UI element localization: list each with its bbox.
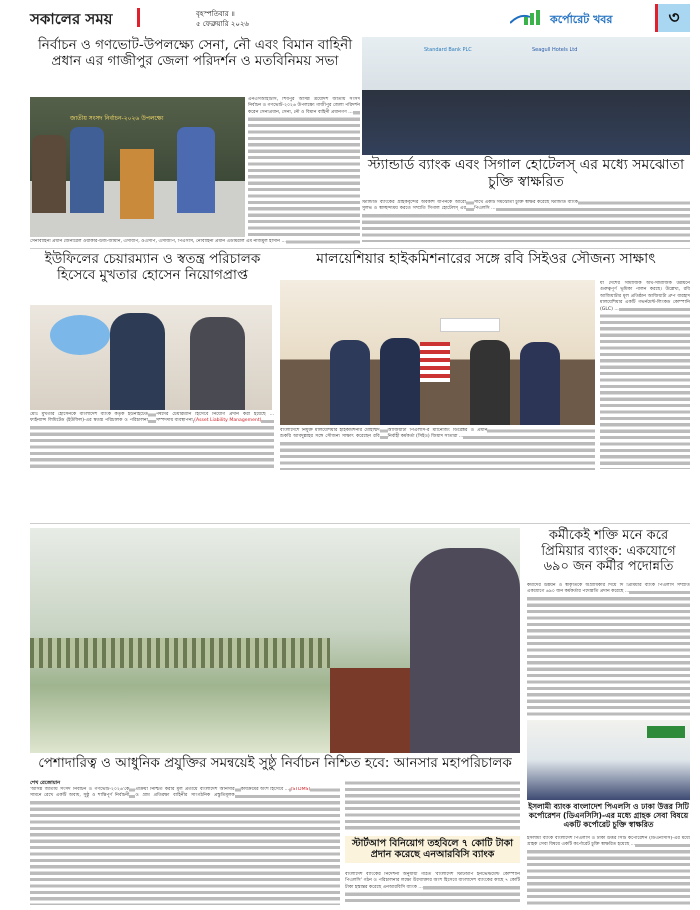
ansar-body-text: 'আসন্ন জাতীয় সংসদ নির্বাচন ও গণভোট-২০২৬'কে সামনে রেখে একটি অবাধ, সুষ্ঠু ও শান্তিপূর্ণ নির্বাচনী প্রক্রিয়া নিশ্চিত করার মূল প্রত্যয়ে বাংলাদেশ আনসার ও গ্রাম প্রতিরক্ষা বাহিনীর সাংগঠনিক প্রস্তুতিমূলক কার্যক্রমের অংশ হিসেবে ...	[30, 787, 290, 799]
officer-figure	[177, 127, 215, 213]
premier-headline: কর্মীকেই শক্তি মনে করে প্রিমিয়ার ব্যাংক: একযোগে ৬৯০ জন কর্মীর পদোন্নতি	[541, 528, 676, 575]
ufil-photo	[30, 305, 272, 410]
ufil-headline: ইউফিলের চেয়ারম্যান ও স্বতন্ত্র পরিচালক হিসেবে মুখতার হোসেন নিয়োগপ্রাপ্ত	[44, 251, 261, 284]
person	[380, 338, 420, 425]
ansar-body	[30, 787, 340, 905]
photo-sign-1: Standard Bank PLC	[424, 47, 472, 53]
standard-bank-body-text: স্ট্যান্ডার্ড ব্যাংকের গ্রাহকবৃন্দের অবকাশ যাপনকে আরো সুলভ ও স্বাচ্ছন্দ্যময় করতে সম্প্রতি সিগাল হোটেলস্ এর সাথে একটি সমঝোতা চুক্তি স্বাক্ষর করেছে স্ট্যান্ডার্ড ব্যাংক পিএলসি ...	[362, 200, 578, 212]
podium	[120, 149, 154, 219]
army-photo	[30, 97, 245, 237]
person	[470, 340, 510, 425]
premier-body	[527, 583, 690, 716]
officer-figure	[70, 127, 104, 213]
banner-text: জাতীয় সংসদ নির্বাচন-২০২৬ উপলক্ষ্যে	[70, 115, 164, 122]
officer-figure	[32, 135, 66, 213]
person	[190, 317, 245, 410]
person	[520, 342, 560, 425]
ansar-body-continued	[345, 780, 520, 830]
malaysia-flag	[420, 342, 450, 382]
robi-body-text: বাংলাদেশে নিযুক্ত মালয়েশিয়ার হাইকমিশনার মোহাম্মদ শুকরি আবদুল্লাহর সঙ্গে সৌজন্য সাক্ষাৎ করেছেন রবি আজিয়াটা পিএলসি-র ম্যানেজিং ডিরেক্টর ও প্রধান নির্বাহী কর্মকর্তা (সিইও) জিয়াদ সাতারা ...	[280, 428, 488, 440]
islami-body	[527, 836, 690, 906]
robi-headline: মালয়েশিয়ার হাইকমিশনারের সঙ্গে রবি সিইওর সৌজন্য সাক্ষাৎ	[316, 251, 656, 267]
paper-name-logo: সকালের সময়	[30, 10, 113, 28]
islami-photo	[527, 720, 690, 800]
standard-bank-body	[362, 200, 690, 242]
army-body	[248, 97, 360, 237]
person	[110, 313, 165, 410]
army-caption-text: সেনাবাহিনী প্রধান জেনারেল ওয়াকার-উজ-জামান, এসবিপি, ওএসপি, এসজিপি, পিএসসি, নৌবাহিনী প্রধান এডমিরাল এম নাজমুল হাসান ...	[30, 239, 286, 244]
standard-bank-headline: স্ট্যান্ডার্ড ব্যাংক এবং সিগাল হোটেলস্ এর মধ্যে সমঝোতা চুক্তি স্বাক্ষরিত	[367, 157, 685, 190]
robi-photo	[280, 280, 595, 425]
section-chart-icon	[510, 9, 548, 25]
nrbc-headline: স্টার্টআপ বিনিয়োগ তহবিলে ৭ কোটি টাকা প্রদান করেছে এনআরবিসি ব্যাংক	[345, 836, 520, 863]
officer-figure	[410, 548, 520, 753]
robi-body	[280, 428, 595, 470]
ansar-dateline: শেখ রেজোয়ান	[30, 780, 61, 786]
ufil-body	[30, 412, 274, 470]
islami-headline: ইসলামী ব্যাংক বাংলাদেশ পিএলসি ও ঢাকা উত্তর সিটি কর্পোরেশন (ডিএনসিসি)-এর মধ্যে গ্রাহক সেবা বিষয়ে একটি কর্পোরেট চুক্তি স্বাক্ষরিত	[528, 802, 689, 829]
ufil-body-text: মোঃ মুখতার হোসেনকে বাংলাদেশ ব্যাংক কর্তৃক ইউনাইটেড ফাইন্যান্স লিমিটেড (ইউফিল)-এর স্বতন্ত্র পরিচালক ও পরিচালনা পর্ষদের চেয়ারম্যান হিসেবে নিয়োগ প্রদান করা হয়েছে ... সম্পদদায় ব্যবস্থাপনা	[30, 412, 274, 424]
logo-red-bar	[137, 8, 140, 27]
person	[330, 340, 370, 425]
masthead	[0, 0, 700, 33]
nrbc-body	[345, 872, 520, 905]
ansar-highlight: (STDMS)	[290, 787, 311, 792]
robi-side-body	[600, 281, 690, 469]
parade-troops	[30, 638, 330, 668]
army-caption	[30, 239, 360, 247]
robi-side-body-text: যা দেশের সামাজিক অর্থ-সামাজিক উন্নয়নে গুরুত্বপূর্ণ ভূমিকা পালন করছে। উল্লেখ্য, রবি আজিয়াটার মূল প্রতিষ্ঠান আজিয়াটা গ্রুপ বারহাদ মালয়েশিয়ার একটি গভর্নমেন্ট-লিংকড কোম্পানি (GLC) ...	[600, 281, 690, 312]
ansar-headline: পেশাদারিত্ব ও আধুনিক প্রযুক্তির সমন্বয়েই সুষ্ঠু নির্বাচন নিশ্চিত হবে: আনসার মহাপরিচালক	[38, 755, 512, 771]
issue-day: বৃহস্পতিবার ॥	[196, 10, 235, 18]
air-conditioner	[440, 318, 500, 332]
podium	[330, 668, 420, 753]
standard-bank-photo	[362, 37, 690, 155]
photo-sign-2: Seagull Hotels Ltd	[532, 47, 578, 53]
page-number	[655, 4, 690, 32]
divider	[30, 523, 690, 524]
ufil-highlight: (Asset Liability Management)	[194, 418, 262, 424]
section-title: কর্পোরেট খবর	[550, 13, 613, 26]
bouquet	[50, 315, 110, 355]
army-headline: নির্বাচন ও গণভোট-উপলক্ষ্যে সেনা, নৌ এবং বিমান বাহিনী প্রধান এর গাজীপুর জেলা পরিদর্শন ও মতবিনিময় সভা	[37, 37, 353, 70]
islami-body-text: ইসলামী ব্যাংক বাংলাদেশ পিএলসি ও ঢাকা উত্তর সিটি কর্পোরেশন (ডিএনসিসি)-এর মধ্যে গ্রাহক সেবা বিষয়ে একটি কর্পোরেট চুক্তি স্বাক্ষরিত হয়েছে ...	[527, 836, 690, 848]
divider	[30, 248, 690, 249]
page-number-text: ৩	[668, 8, 680, 28]
issue-date: ৫ ফেব্রুয়ারি ২০২৬	[196, 20, 249, 28]
army-body-text: এনএসআইটিসি, শিবপুর আসন্ন ত্রয়োদশ জাতীয় সংসদ নির্বাচন ও গণভোট-২০২৬ উপলক্ষ্যে গাজীপুর জেলা পরিদর্শন করেন সেনাপ্রধান, সেনা, নৌ ও বিমান বাহিনী প্রধানগণ ...	[248, 97, 360, 115]
nrbc-body-text: বাংলাদেশ ব্যাংকের নির্দেশনা অনুযায়ী গঠিত 'বাংলাদেশ স্টার্টআপ ইনভেস্টমেন্ট কোম্পানি পিএলসি' গঠন ও পরিচালনার লক্ষ্যে উদ্যোক্তার অংশ হিসেবে বাংলাদেশ ব্যাংকের কাছে ৭ কোটি টাকা হস্তান্তর করেছে এনআরবিসি ব্যাংক ...	[345, 872, 520, 890]
banner-logo	[647, 726, 685, 738]
ansar-photo	[30, 528, 520, 753]
premier-body-text: কর্মীদের উন্নয়ন ও স্বীকৃতিকে অগ্রাধিকার দিয়ে দি প্রিমিয়ার ব্যাংক পিএলসি সম্প্রতি একযোগে ৬৯০ জন কর্মকর্তার পদোন্নতি প্রদান করেছে ...	[527, 583, 690, 595]
